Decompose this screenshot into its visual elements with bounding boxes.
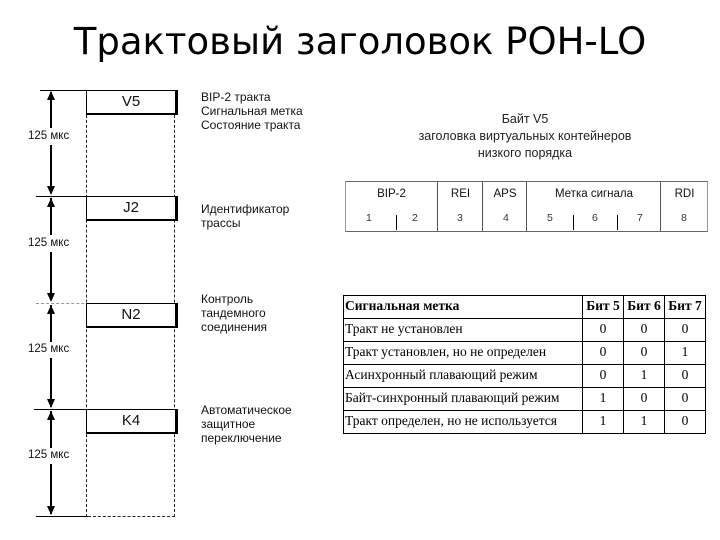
description-line: Контроль [201,292,254,306]
arrow-up-icon [47,411,55,420]
header-signal-label: Сигнальная метка [344,296,583,319]
header-bit7: Бит 7 [665,296,706,319]
header-bit6: Бит 6 [624,296,665,319]
bit7-value: 0 [665,365,706,388]
field-aps [482,182,527,231]
header-bit5: Бит 5 [583,296,624,319]
table-row [344,319,706,342]
caption-line: низкого порядка [477,146,573,160]
row-label: Байт-синхронный плавающий режим [344,388,583,411]
bit-number: 6 [592,212,598,224]
bit-number: 1 [366,212,372,224]
period-label: 125 мкс [28,342,84,356]
field-signal-label [526,182,661,231]
bit6-value: 1 [624,365,665,388]
bit-number: 2 [412,212,418,224]
caption-line: заголовка виртуальных контейнеров [418,129,632,143]
table-row [344,342,706,365]
arrow-down-icon [47,293,55,302]
byte-n2-description [201,292,267,334]
arrow-down-icon [47,399,55,408]
field-name: APS [493,188,517,200]
bit-divider [396,215,397,230]
bit-number: 7 [637,212,643,224]
bit5-value: 0 [583,365,624,388]
period-label: 125 мкс [28,129,84,143]
frame-bottom-dashed [88,516,175,517]
arrow-up-icon [47,305,55,314]
field-bip2 [346,182,437,231]
table-header-row [344,296,706,319]
bit-number: 4 [503,212,509,224]
description-line: Состояние тракта [201,118,301,132]
table-row [344,411,706,434]
arrow-up-icon [47,91,55,100]
v5-caption [380,111,670,162]
description-line: BIP-2 тракта [201,90,271,104]
field-rdi [660,182,708,231]
page-title: Трактовый заголовок POH-LO [73,20,647,63]
signal-label-table [343,295,706,434]
byte-k4-description [201,403,292,445]
row-label: Тракт определен, но не используется [344,411,583,434]
description-line: Идентификатор [201,202,290,216]
byte-v5-box: V5 [86,90,178,115]
row-label: Тракт установлен, но не определен [344,342,583,365]
bit-divider [573,215,574,230]
table-row [344,365,706,388]
bit7-value: 0 [665,319,706,342]
description-line: трассы [201,216,241,230]
bit5-value: 0 [583,342,624,365]
bit6-value: 1 [624,411,665,434]
arrow-down-icon [47,186,55,195]
description-line: соединения [201,320,268,334]
bit5-value: 1 [583,388,624,411]
field-name: Метка сигнала [554,188,634,200]
frame-boundary-line [36,516,90,517]
bit-number: 8 [681,212,687,224]
field-name: RDI [674,188,695,200]
bit-number: 3 [457,212,463,224]
bit6-value: 0 [624,319,665,342]
row-label: Тракт не установлен [344,319,583,342]
bit-divider [617,215,618,230]
row-label: Асинхронный плавающий режим [344,365,583,388]
bit7-value: 0 [665,388,706,411]
period-label: 125 мкс [28,236,84,250]
byte-v5-description [201,90,303,132]
field-name: BIP-2 [377,188,406,200]
description-line: тандемного [201,306,266,320]
arrow-up-icon [47,198,55,207]
description-line: Автоматическое [201,403,292,417]
v5-bit-layout [345,181,708,232]
byte-j2-description [201,202,289,230]
field-rei [437,182,483,231]
period-label: 125 мкс [28,448,84,462]
byte-n2-box: N2 [86,303,178,328]
bit6-value: 0 [624,388,665,411]
table-row [344,388,706,411]
description-line: переключение [201,431,282,445]
bit7-value: 0 [665,411,706,434]
byte-j2-box: J2 [86,196,178,221]
bit5-value: 0 [583,319,624,342]
arrow-down-icon [47,506,55,515]
caption-line: Байт V5 [501,112,549,126]
description-line: защитное [201,417,256,431]
bit6-value: 0 [624,342,665,365]
bit7-value: 1 [665,342,706,365]
description-line: Сигнальная метка [201,104,303,118]
byte-k4-box: K4 [86,409,178,434]
field-name: REI [450,188,471,200]
bit5-value: 1 [583,411,624,434]
bit-number: 5 [547,212,553,224]
